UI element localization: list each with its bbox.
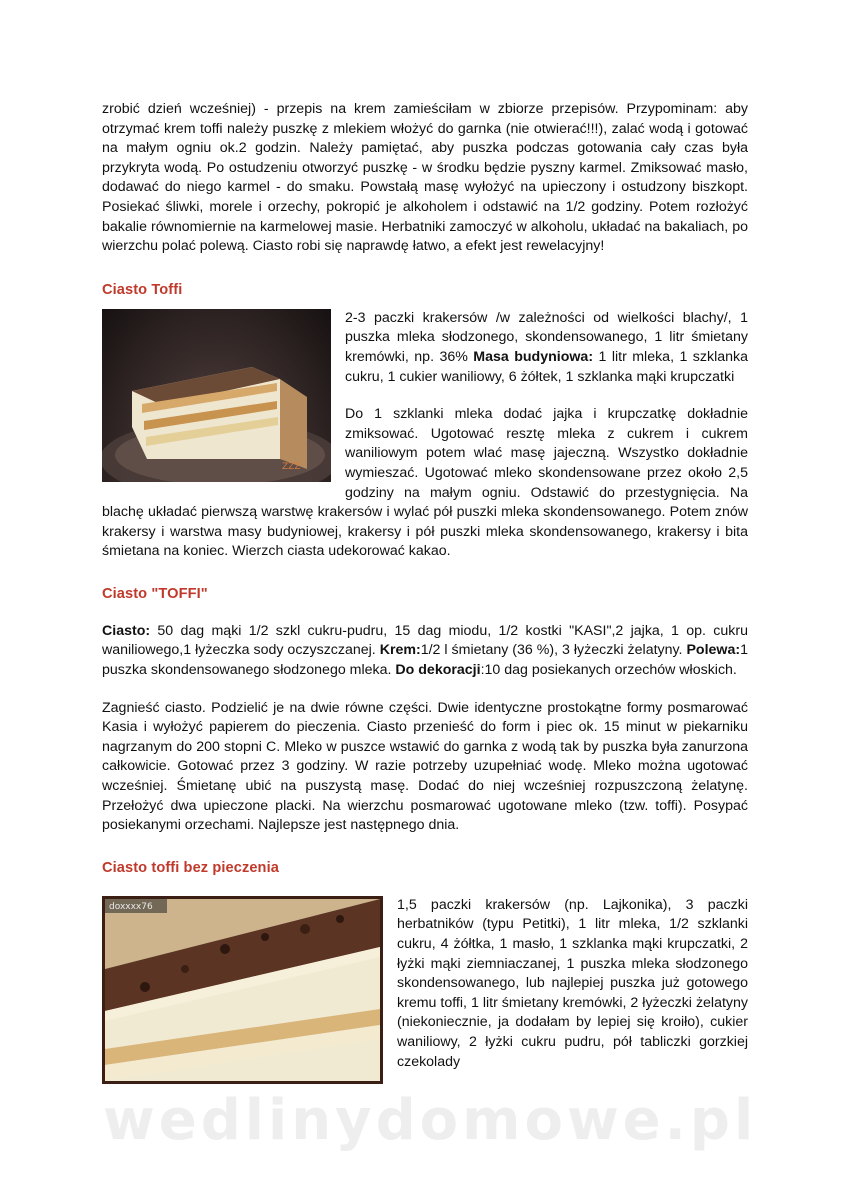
dekoracja-text: :10 dag posiekanych orzechów włoskich.	[480, 662, 737, 679]
intro-paragraph: zrobić dzień wcześniej) - przepis na krem zamieściłam w zbiorze przepisów. Przypominam: aby otrzymać krem toffi należy puszkę z mlekiem włożyć do garnka (nie otwierać!!!), zalać wodą i gotować na małym ogniu ok.2 godzin. Należy pamiętać, aby puszka podczas gotowania cały czas była przykryta wodą. Po ostudzeniu otworzyć puszkę - w środku będzie pyszny karmel. Zmiksować masło, dodawać do niego karmel - do smaku. Powstałą masę wyłożyć na upieczony i ostudzony biszkopt. Posiekać śliwki, morele i orzechy, pokropić je alkoholem i odstawić na 1/2 godziny. Potem rozłożyć bakalie równomiernie na karmelowej masie. Herbatniki zamoczyć w alkoholu, układać na bakaliach, po wierzchu polać polewą. Ciasto robi się naprawdę łatwo, a efekt jest rewelacyjny!	[102, 101, 748, 255]
cake-photo-toffi	[102, 309, 331, 482]
polewa-text: 1 puszka skondensowanego słodzonego mleka.	[102, 642, 748, 679]
cake-photo-no-bake-drawing	[105, 899, 380, 1081]
section-title-ciasto-toffi-caps: Ciasto "TOFFI"	[102, 585, 208, 602]
dekoracja-label: Do dekoracji	[395, 662, 481, 679]
section-title-ciasto-toffi-bez-pieczenia: Ciasto toffi bez pieczenia	[102, 859, 279, 876]
ciasto-label: Ciasto:	[102, 622, 151, 639]
section-ciasto-toffi-bez-pieczenia	[102, 896, 748, 1088]
method-ciasto-toffi-caps: Zagnieść ciasto. Podzielić je na dwie równe części. Dwie identyczne prostokątne formy posmarować Kasia i wyłożyć papierem do pieczenia. Ciasto przenieść do form i piec ok. 15 minut w piekarniku nagrzanym do 200 stopni C. Mleko w puszce wstawić do garnka z wodą tak by puszka była zanurzona całkowicie. Gotować przez 3 godziny. W razie potrzeby uzupełniać wodę. Mleko można ugotować wcześniej. Śmietanę ubić na puszystą masę. Dodać do niej wcześniej rozpuszczoną żelatynę. Przełożyć dwa upieczone placki. Na wierzchu posmarować ugotowane mleko (tzw. toffi). Posypać posiekanymi orzechami. Najlepsze jest następnego dnia.	[102, 699, 748, 834]
ingredients-end: 1 litr mleka, 1 szklanka cukru, 1 cukier waniliowy, 6 żółtek, 1 szklanka mąki krupczatki	[345, 348, 748, 385]
masa-budyniowa-label: Masa budyniowa:	[473, 348, 594, 365]
krem-text: 1/2 l śmietany (36 %), 3 łyżeczki żelatyny.	[420, 642, 687, 659]
ciasto-text: 50 dag mąki 1/2 szkl cukru-pudru, 15 dag miodu, 1/2 kostki "KASI",2 jajka, 1 op. cukru waniliowego,1 łyżeczka sody oczyszczanej.	[102, 622, 748, 659]
ingredients-ciasto-toffi-bez-pieczenia: 1,5 paczki krakersów (np. Lajkonika), 3 paczki herbatników (typu Petitki), 1 litr mleka, 1/2 szklanki cukru, 4 żółtka, 1 masło, 1 szklanka mąki krupczatki, 2 łyżki mąki ziemniaczanej, 1 puszka mleka słodzonego skondensowanego, lub najlepiej puszka już gotowego kremu toffi, 1 litr śmietany kremówki, 2 łyżeczki żelatyny (niekoniecznie, ja dodałam by lepiej się kroiło), cukier waniliowy, 2 łyżki cukru pudru, pół tabliczki gorzkiej czekolady	[397, 896, 748, 1070]
cake-photo-toffi-drawing	[102, 309, 331, 482]
document-page	[102, 100, 748, 1088]
site-watermark: wedlinydomowe.pl	[103, 1088, 758, 1153]
section-title-ciasto-toffi: Ciasto Toffi	[102, 281, 183, 298]
polewa-label: Polewa:	[686, 642, 741, 659]
section-ciasto-toffi	[102, 309, 748, 562]
method-ciasto-toffi: Do 1 szklanki mleka dodać jajka i krupczatkę dokładnie zmiksować. Ugotować resztę mleka z cukrem i cukrem waniliowym potem wlać masę jajeczną. Wszystko dokładnie wymieszać. Ugotować mleko skondensowane przez około 2,5 godziny na małym ogniu. Odstawić do przestygnięcia. Na blachę układać pierwszą warstwę krakersów i wylać pół puszki mleka skondensowanego. Potem znów krakersy i warstwa masy budyniowej, krakersy i pół puszki mleka skondensowanego, krakersy i bita śmietana na koniec. Wierzch ciasta udekorować kakao.	[102, 406, 748, 560]
cake-photo-no-bake	[102, 896, 383, 1084]
krem-label: Krem:	[379, 642, 421, 659]
photo-tag-1: ZZZ	[282, 461, 301, 472]
ingredients-ciasto-toffi-caps	[102, 622, 748, 681]
photo-tag-2: doxxxx76	[109, 901, 153, 912]
ingredients-start: 2-3 paczki krakersów /w zależności od wielkości blachy/, 1 puszka mleka słodzonego, skondensowanego, 1 litr śmietany kremówki, np. 36%	[345, 309, 748, 365]
